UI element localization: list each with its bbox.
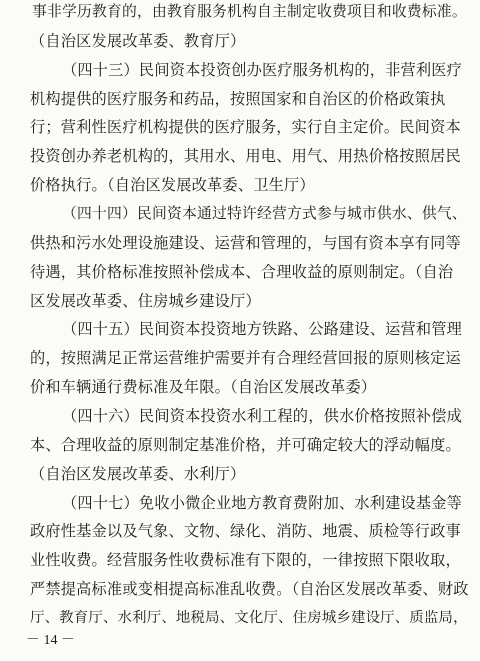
text-line: 待遇，其价格标准按照补偿成本、合理收益的原则制定。（自治 (30, 262, 454, 281)
text-line: 严禁提高标准或变相提高标准乱收费。（自治区发展改革委、财政 (30, 580, 469, 599)
text-line: 的，按照满足正常运营维护需要并有合理经营回报的原则核定运 (30, 349, 461, 368)
text-line: 价和车辆通行费标准及年限。（自治区发展改革委） (30, 378, 377, 397)
text-line: 供热和污水处理设施建设、运营和管理的，与国有资本享有同等 (30, 233, 461, 252)
text-line: 业性收费。经营服务性收费标准有下限的，一律按照下限收取， (30, 551, 461, 570)
text-line: 政府性基金以及气象、文物、绿化、消防、地震、质检等行政事 (30, 522, 461, 541)
text-line: （自治区发展改革委、教育厅） (30, 31, 246, 50)
text-line: 行；营利性医疗机构提供的医疗服务，实行自主定价。民间资本 (30, 118, 461, 137)
text-line: （四十四）民间资本通过特许经营方式参与城市供水、供气、 (62, 205, 467, 222)
text-line: （四十六）民间资本投资水利工程的，供水价格按照补偿成 (62, 407, 463, 425)
text-line: 本、合理收益的原则制定基准价格，并可确定较大的浮动幅度。 (30, 435, 461, 454)
text-line: （自治区发展改革委、水利厅） (30, 464, 246, 483)
text-line: （四十五）民间资本投资地方铁路、公路建设、运营和管理 (62, 320, 463, 339)
text-line: 区发展改革委、住房城乡建设厅） (30, 291, 261, 310)
text-line: 事非学历教育的，由教育服务机构自主制定收费项目和收费标准。 (32, 3, 467, 20)
text-line: （四十七）免收小微企业地方教育费附加、水利建设基金等 (62, 493, 463, 512)
text-line: 价格执行。（自治区发展改革委、卫生厅） (30, 176, 315, 195)
text-line: （四十三）民间资本投资创办医疗服务机构的，非营利医疗 (62, 60, 463, 79)
text-line: 投资创办养老机构的，其用水、用电、用气、用热价格按照居民 (30, 147, 461, 166)
text-line: 机构提供的医疗服务和药品，按照国家和自治区的价格政策执 (30, 89, 446, 108)
page-number: － 14 － (26, 633, 75, 648)
text-line: 厅、教育厅、水利厅、地税局、文化厅、住房城乡建设厅、质监局， (30, 610, 468, 626)
